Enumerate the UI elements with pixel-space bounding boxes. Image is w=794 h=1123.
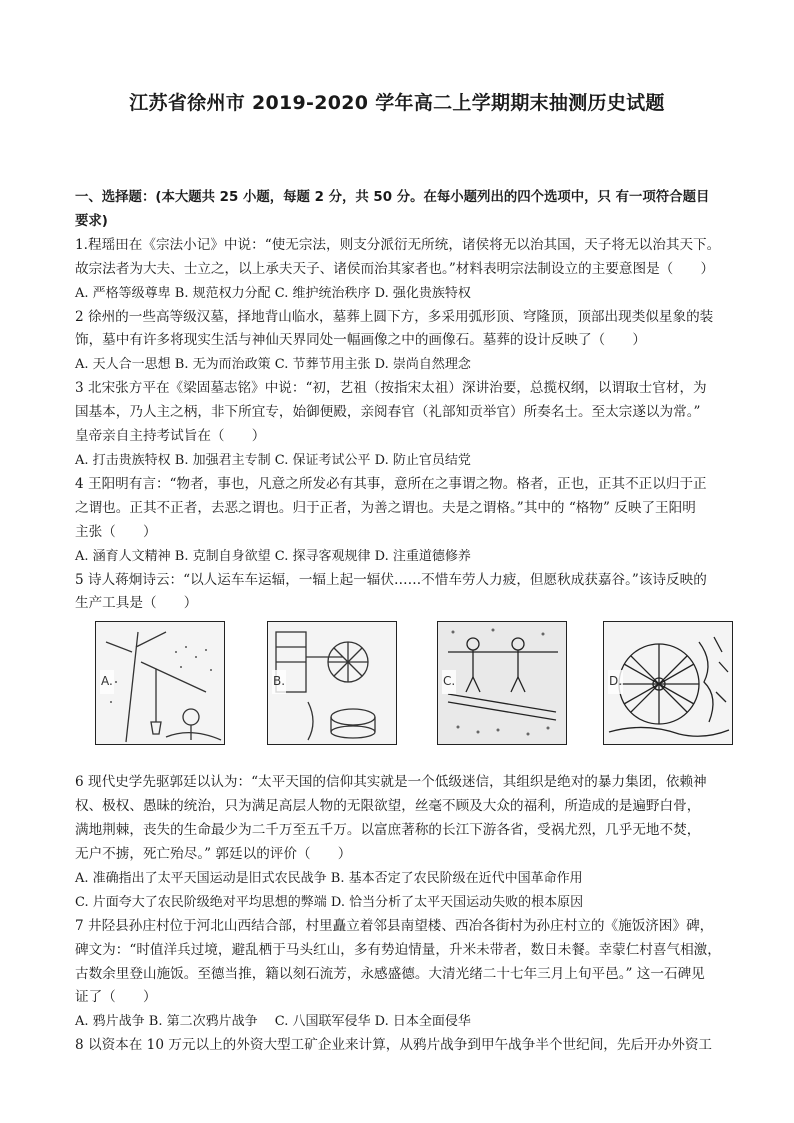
question-text: 碑文为：“时值洋兵过境，避乱栖于马头红山，多有势迫情量，升米未带者，数日未餐。幸蒙仁村喜气相激， [75, 941, 721, 958]
option-label: D. [608, 670, 623, 694]
question-3 [75, 377, 725, 473]
question-8 [75, 1034, 725, 1058]
question-text: 国基本，乃人主之柄，非下所宜专，始御便殿，亲阅春官（礼部知贡举官）所奏名士。至太宗遂以为常。” [75, 404, 701, 421]
question-text: 6 现代史学先驱郭廷以认为：“太平天国的信仰其实就是一个低级迷信，其组织是绝对的暴力集团，依赖神 [75, 774, 707, 791]
question-text: 故宗法者为大夫、士立之，以上承夫天子、诸侯而治其家者也。”材料表明宗法制设立的主要意图是（ ） [75, 260, 715, 277]
question-text: 2 徐州的一些高等级汉墓，择地背山临水，墓葬上圆下方，多采用弧形顶、穹隆顶，顶部出现类似星象的装 [75, 308, 714, 325]
option-label: A. [100, 670, 114, 694]
question-text: 饰，墓中有许多将现实生活与神仙天界同处一幅画像之中的画像石。墓葬的设计反映了（ ） [75, 332, 646, 349]
exam-content [75, 186, 725, 1058]
question-5 [75, 569, 725, 768]
question-text: 主张（ ） [75, 523, 157, 540]
question-1 [75, 234, 725, 306]
section-heading-cont: 要求) [75, 213, 108, 229]
question-options: A. 严格等级尊卑 B. 规范权力分配 C. 维护统治秩序 D. 强化贵族特权 [75, 285, 471, 301]
answer-images [75, 621, 725, 767]
section-heading: 一、选择题：(本大题共 25 小题，每题 2 分，共 50 分。在每小题列出的四个选项中，只 有一项符合题目 [75, 190, 710, 205]
question-text: 皇帝亲自主持考试旨在（ ） [75, 428, 266, 445]
question-4 [75, 473, 725, 569]
question-text: 之谓也。正其不正者，去恶之谓也。归于正者，为善之谓也。夫是之谓格。”其中的 “格物” 反映了王阳明 [75, 499, 696, 516]
question-text: 古数余里登山施饭。至德当推，籍以刻石流芳，永感盛德。大清光绪二十七年三月上旬平邑。” 这一石碑见 [75, 965, 705, 982]
question-text: 无户不掳，死亡殆尽。” 郭廷以的评价（ ） [75, 846, 352, 863]
question-options: A. 鸦片战争 B. 第二次鸦片战争 C. 八国联军侵华 D. 日本全面侵华 [75, 1014, 471, 1030]
question-text: 3 北宋张方平在《梁固墓志铭》中说：“初，艺祖（按指宋太祖）深讲治要，总揽权纲，以谓取士官材，为 [75, 380, 707, 397]
option-label: C. [442, 670, 456, 694]
page-title: 江苏省徐州市 2019-2020 学年高二上学期期末抽测历史试题 [129, 92, 665, 114]
option-b-image [267, 621, 397, 745]
question-7 [75, 915, 725, 1035]
question-text: 8 以资本在 10 万元以上的外资大型工矿企业来计算，从鸦片战争到甲午战争半个世纪间，先后开办外资工 [75, 1037, 713, 1054]
question-text: 权、极权、愚昧的统治，只为满足高层人物的无限欲望，丝毫不顾及大众的福利，所造成的是遍野白骨， [75, 798, 701, 815]
question-2 [75, 306, 725, 378]
question-options: A. 准确指出了太平天国运动是旧式农民战争 B. 基本否定了农民阶级在近代中国革命作用 [75, 870, 583, 886]
question-text: 满地荆棘，丧失的生命最少为二千万至五千万。以富庶著称的长江下游各省，受祸尤烈，几乎无地不焚， [75, 822, 701, 839]
option-a-image [95, 621, 225, 745]
question-text: 证了（ ） [75, 989, 157, 1006]
option-d-image [603, 621, 733, 745]
question-text: 生产工具是（ ） [75, 595, 198, 612]
question-options: A. 涵育人文精神 B. 克制自身欲望 C. 探寻客观规律 D. 注重道德修养 [75, 548, 471, 564]
question-options: A. 打击贵族特权 B. 加强君主专制 C. 保证考试公平 D. 防止官员结党 [75, 452, 471, 468]
question-text: 7 井陉县孙庄村位于河北山西结合部，村里矗立着邻县南望楼、西冶各街村为孙庄村立的《施饭济困》碑， [75, 917, 714, 934]
option-label: B. [272, 670, 286, 694]
question-6 [75, 771, 725, 914]
question-text: 5 诗人蒋炯诗云：“以人运车车运辐，一辐上起一辐伏……不惜车劳人力疲，但愿秋成获嘉谷。”该诗反映的 [75, 571, 707, 588]
option-c-image [437, 621, 567, 745]
question-text: 1.程瑶田在《宗法小记》中说：“使无宗法，则支分派衍无所统，诸侯将无以治其国，天子将无以治其天下。 [75, 236, 721, 253]
question-options: C. 片面夸大了农民阶级绝对平均思想的弊端 D. 恰当分析了太平天国运动失败的根本原因 [75, 894, 584, 910]
question-options: A. 天人合一思想 B. 无为而治政策 C. 节葬节用主张 D. 崇尚自然理念 [75, 357, 471, 373]
question-text: 4 王阳明有言：“物者，事也，凡意之所发必有其事，意所在之事谓之物。格者，正也，正其不正以归于正 [75, 475, 707, 492]
